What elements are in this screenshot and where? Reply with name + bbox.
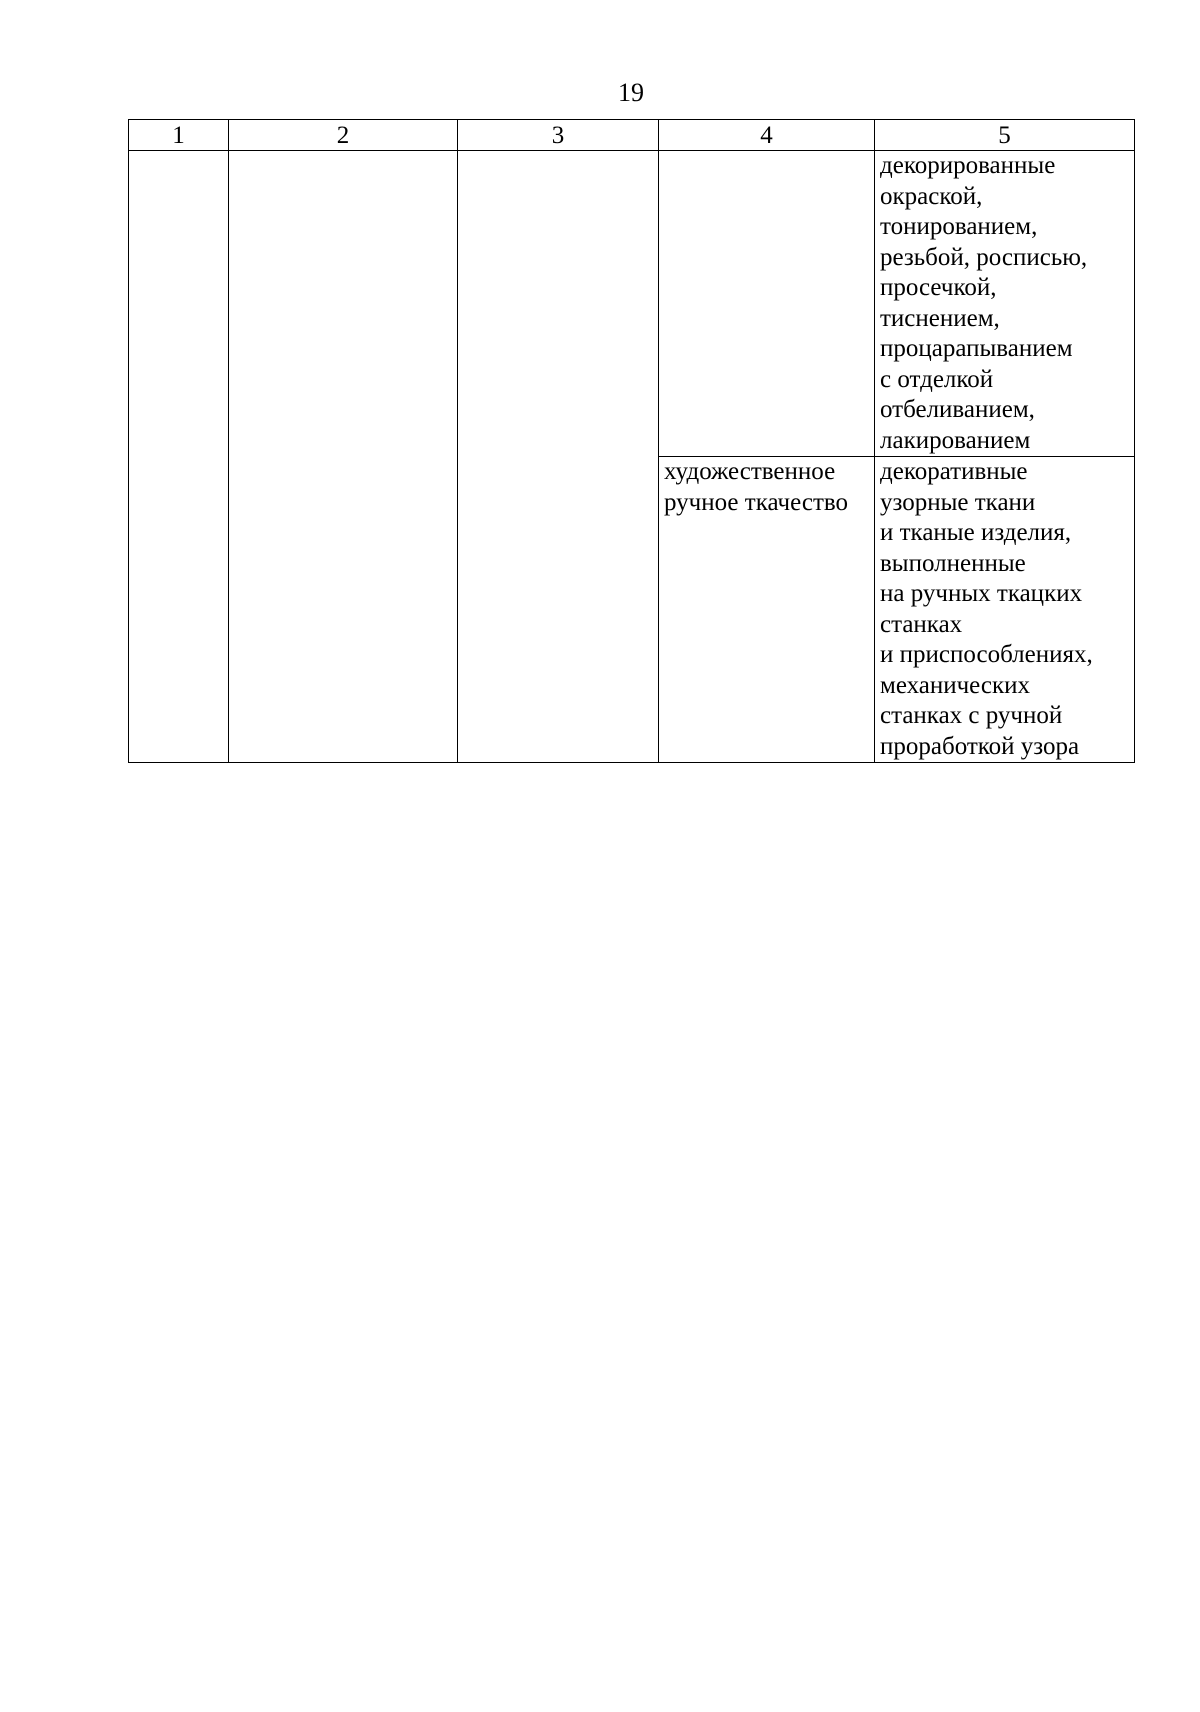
- cell-line: ручное ткачество: [664, 488, 849, 516]
- cell-line: узорные ткани: [880, 488, 1036, 516]
- column-header-4: 4: [659, 120, 875, 151]
- table-cell-col5: [875, 151, 1135, 457]
- table-cell-col4: [659, 457, 875, 763]
- cell-line: и тканые изделия,: [880, 519, 1072, 546]
- cell-line: тонированием,: [880, 213, 1038, 240]
- cell-line: выполненные: [880, 549, 1026, 577]
- cell-line: просечкой,: [880, 274, 997, 301]
- cell-line: декоративные: [880, 458, 1028, 485]
- cell-line: станках: [880, 610, 963, 638]
- cell-line: резьбой, росписью,: [880, 243, 1088, 271]
- column-header-1: 1: [129, 120, 229, 151]
- cell-line: тиснением,: [880, 304, 1000, 332]
- table-header-row: [129, 120, 1135, 151]
- cell-line: лакированием: [880, 426, 1031, 454]
- cell-line: на ручных ткацких: [880, 580, 1083, 607]
- cell-line: проработкой узора: [880, 732, 1080, 760]
- column-header-3: 3: [458, 120, 659, 151]
- cell-line: отбеливанием,: [880, 396, 1035, 423]
- cell-line: станках с ручной: [880, 702, 1063, 729]
- table-cell-col2: [229, 151, 458, 763]
- table-cell-col5: [875, 457, 1135, 763]
- cell-line: декорированные: [880, 152, 1056, 179]
- cell-line: художественное: [664, 458, 836, 485]
- page-number: 19: [618, 78, 644, 107]
- table-cell-col1: [129, 151, 229, 763]
- cell-line: с отделкой: [880, 365, 994, 393]
- content-table: [128, 119, 1135, 763]
- cell-line: окраской,: [880, 182, 983, 210]
- cell-line: и приспособлениях,: [880, 641, 1093, 668]
- cell-line: механических: [880, 671, 1031, 699]
- column-header-2: 2: [229, 120, 458, 151]
- table-cell-col4: [659, 151, 875, 457]
- column-header-5: 5: [875, 120, 1135, 151]
- table-row: [129, 151, 1135, 457]
- table-cell-col3: [458, 151, 659, 763]
- cell-line: процарапыванием: [880, 335, 1073, 362]
